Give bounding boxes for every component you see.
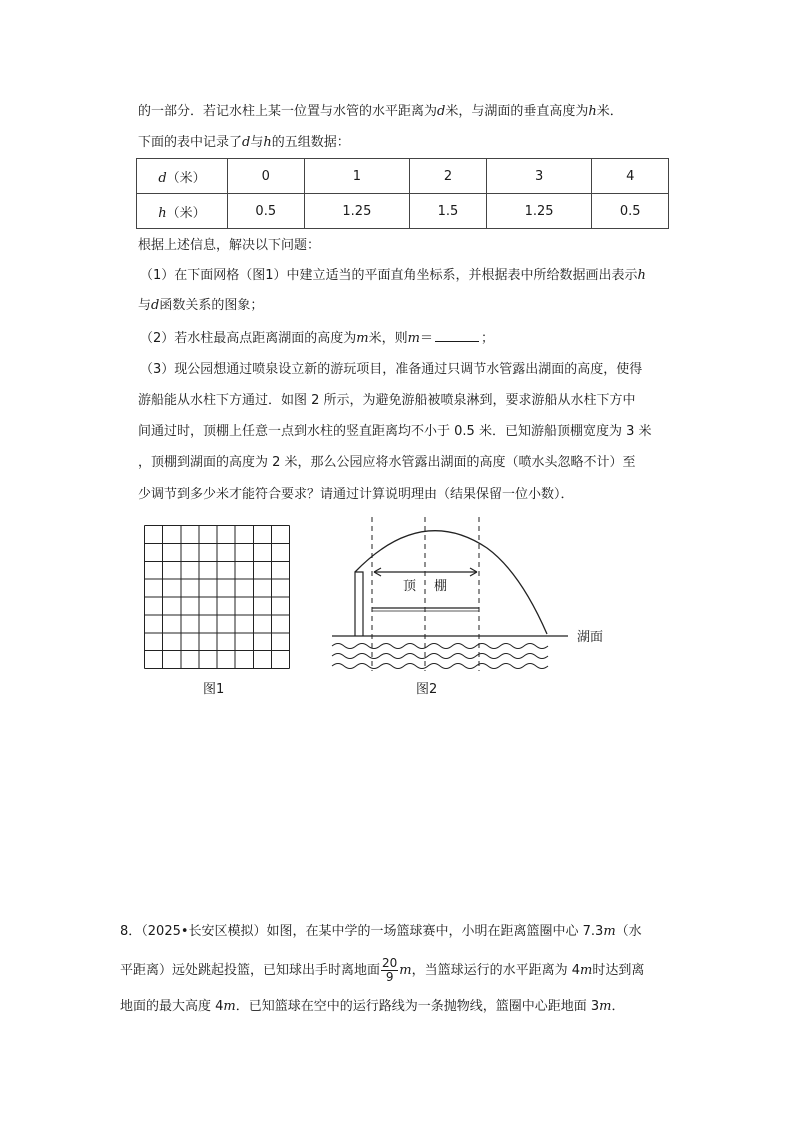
lake-label: 湖面 <box>577 630 604 645</box>
q8-line-3 <box>120 997 624 1017</box>
text: 的五组数据： <box>271 135 350 150</box>
table-row-d <box>137 159 669 194</box>
intro-line-1 <box>138 102 623 122</box>
q3-line-1: （3）现公园想通过喷泉设立新的游玩项目，准备通过只调节水管露出湖面的高度，使得 <box>140 362 643 377</box>
var-m: m <box>223 999 236 1014</box>
text: 米，则 <box>368 331 408 346</box>
var-m: m <box>599 999 612 1014</box>
unit: （米） <box>166 205 206 221</box>
figure-1-grid[interactable] <box>144 525 290 669</box>
var-d: d <box>242 135 251 150</box>
var-m: m <box>580 963 593 978</box>
var-h: h <box>158 205 167 221</box>
roof-label-1: 顶 <box>403 579 417 594</box>
wave-3 <box>332 664 548 669</box>
answer-blank[interactable] <box>435 328 479 342</box>
text: 8．（2025•长安区模拟）如图，在某中学的一场篮球赛中，小明在距离篮圈中心 7.3 <box>120 924 604 939</box>
var-h: h <box>263 135 272 150</box>
var-h: h <box>588 104 597 119</box>
q3-line-2: 游船能从水柱下方通过．如图 2 所示，为避免游船被喷泉淋到，要求游船从水柱下方中 <box>138 393 636 408</box>
text: 的一部分．若记水柱上某一位置与水管的水平距离为 <box>138 104 438 119</box>
row-header-d <box>137 159 228 194</box>
figure-2-caption: 图2 <box>416 682 438 697</box>
table-cell: 0 <box>228 159 305 194</box>
text: 下面的表中记录了 <box>138 135 243 150</box>
q3-line-5: 少调节到多少米才能符合要求？请通过计算说明理由（结果保留一位小数）． <box>138 487 574 502</box>
text: 地面的最大高度 4 <box>120 999 224 1014</box>
text: 米． <box>596 104 623 119</box>
text: 与 <box>250 135 264 150</box>
text: 与 <box>138 298 152 313</box>
text: ．已知篮球在空中的运行路线为一条抛物线，篮圈中心距地面 3 <box>235 999 600 1014</box>
table-row-h <box>137 194 669 229</box>
var-d: d <box>158 170 167 186</box>
figure-1-caption: 图1 <box>203 682 225 697</box>
wave-1 <box>332 644 548 649</box>
data-table <box>136 158 669 229</box>
text: 平距离）远处跳起投篮，已知球出手时离地面 <box>120 963 381 978</box>
table-cell: 1.5 <box>410 194 487 229</box>
text: （水 <box>615 924 642 939</box>
q2-line <box>140 328 494 349</box>
text: ，当篮球运行的水平距离为 4 <box>411 963 581 978</box>
table-cell: 3 <box>486 159 592 194</box>
table-cell: 1 <box>304 159 410 194</box>
var-m: m <box>407 331 420 346</box>
text: 函数关系的图象； <box>159 298 264 313</box>
var-m: m <box>603 924 616 939</box>
water-column-parabola <box>355 531 547 634</box>
intro-line-2 <box>138 133 350 153</box>
text: ． <box>611 999 625 1014</box>
q8-line-1 <box>120 922 642 942</box>
water-pipe <box>355 572 363 636</box>
prompt-line: 根据上述信息，解决以下问题： <box>138 238 321 253</box>
var-m: m <box>356 331 369 346</box>
text: ； <box>480 331 494 346</box>
var-d: d <box>151 298 160 313</box>
var-d: d <box>437 104 446 119</box>
wave-2 <box>332 654 548 659</box>
q1-line-1 <box>140 266 646 286</box>
table-cell: 0.5 <box>592 194 669 229</box>
text: 时达到离 <box>592 963 645 978</box>
unit: （米） <box>166 170 206 186</box>
table-cell: 2 <box>410 159 487 194</box>
q8-line-2 <box>120 956 644 986</box>
text: （1）在下面网格（图1）中建立适当的平面直角坐标系，并根据表中所给数据画出表示 <box>140 268 638 283</box>
text: ＝ <box>419 331 433 346</box>
table-cell: 4 <box>592 159 669 194</box>
row-header-h <box>137 194 228 229</box>
table-cell: 0.5 <box>228 194 305 229</box>
table-cell: 1.25 <box>304 194 410 229</box>
roof-label-2: 棚 <box>434 579 448 594</box>
q3-line-3: 间通过时，顶棚上任意一点到水柱的竖直距离均不小于 0.5 米．已知游船顶棚宽度为 3 米 <box>138 424 652 439</box>
table-cell: 1.25 <box>486 194 592 229</box>
figure-2-diagram <box>330 515 575 675</box>
q3-line-4: ，顶棚到湖面的高度为 2 米，那么公园应将水管露出湖面的高度（喷水头忽略不计）至 <box>138 455 636 470</box>
fraction-denominator: 9 <box>385 970 394 984</box>
text: 米，与湖面的垂直高度为 <box>445 104 589 119</box>
var-h: h <box>637 268 646 283</box>
var-m: m <box>399 963 412 978</box>
text: （2）若水柱最高点距离湖面的高度为 <box>140 331 357 346</box>
q1-line-2 <box>138 296 263 316</box>
fraction-20-9 <box>381 957 398 984</box>
fraction-numerator: 20 <box>382 956 398 970</box>
